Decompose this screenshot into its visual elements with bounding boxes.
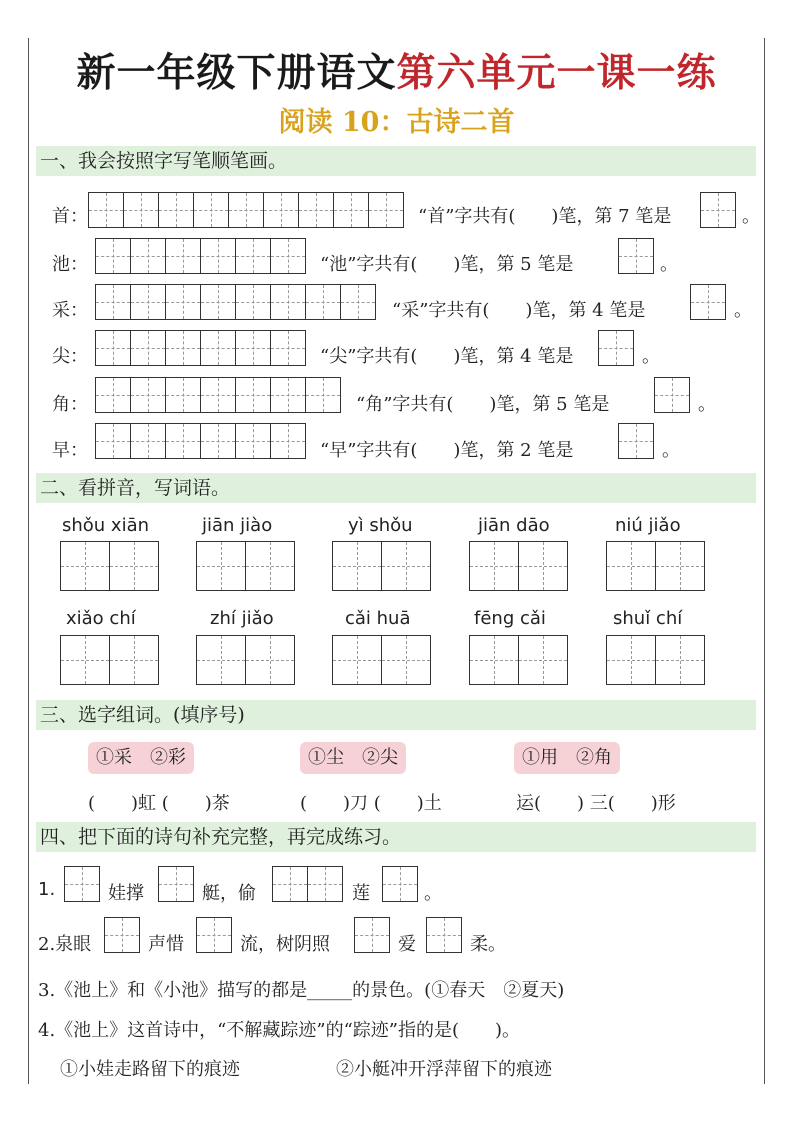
poem-blank-grid[interactable] — [158, 866, 193, 902]
poem-text: 声惜 — [148, 934, 184, 955]
right-margin-line — [764, 38, 765, 1084]
poem-text: 柔。 — [470, 934, 506, 955]
stroke-grid[interactable] — [95, 423, 305, 459]
writing-cell[interactable] — [368, 192, 404, 228]
poem-blank-grid[interactable] — [426, 917, 461, 953]
writing-cell[interactable] — [307, 866, 343, 902]
option-pill: ①采 ②彩 — [88, 742, 194, 774]
word-writing-grid[interactable] — [196, 635, 294, 685]
writing-cell[interactable] — [60, 541, 110, 591]
writing-cell[interactable] — [60, 635, 110, 685]
writing-cell[interactable] — [333, 192, 369, 228]
stroke-row-question: “尖”字共有( )笔，第 4 笔是 — [320, 346, 574, 367]
poem-text: 莲 — [352, 883, 370, 904]
writing-cell[interactable] — [165, 423, 201, 459]
writing-cell[interactable] — [235, 238, 271, 274]
stroke-row-question: “早”字共有( )笔，第 2 笔是 — [320, 440, 574, 461]
poem-text: 爱 — [398, 934, 416, 955]
section3-heading: 三、选字组词。(填序号) — [36, 700, 756, 730]
word-writing-grid[interactable] — [332, 635, 430, 685]
writing-cell[interactable] — [381, 541, 431, 591]
writing-cell[interactable] — [340, 284, 376, 320]
writing-cell[interactable] — [200, 330, 236, 366]
word-writing-grid[interactable] — [60, 541, 158, 591]
pinyin-label: cǎi huā — [345, 608, 411, 629]
pinyin-label: fēng cǎi — [474, 608, 546, 629]
stroke-answer-box[interactable] — [618, 423, 653, 459]
stroke-row-end: 。 — [642, 346, 660, 367]
word-writing-grid[interactable] — [332, 541, 430, 591]
writing-cell[interactable] — [618, 238, 654, 274]
poem-blank-grid[interactable] — [196, 917, 231, 953]
writing-cell[interactable] — [305, 284, 341, 320]
question-number: 1. — [38, 879, 56, 900]
writing-cell[interactable] — [130, 423, 166, 459]
poem-blank-grid[interactable] — [272, 866, 342, 902]
stroke-row-question: “角”字共有( )笔，第 5 笔是 — [356, 394, 610, 415]
writing-cell[interactable] — [263, 192, 299, 228]
stroke-row-end: 。 — [742, 206, 760, 227]
option-pill: ①尘 ②尖 — [300, 742, 406, 774]
writing-cell[interactable] — [426, 917, 462, 953]
stroke-grid[interactable] — [95, 377, 340, 413]
stroke-answer-box[interactable] — [654, 377, 689, 413]
writing-cell[interactable] — [606, 541, 656, 591]
writing-cell[interactable] — [130, 377, 166, 413]
stroke-row-question: “池”字共有( )笔，第 5 笔是 — [320, 254, 574, 275]
writing-cell[interactable] — [618, 423, 654, 459]
writing-cell[interactable] — [272, 866, 308, 902]
writing-cell[interactable] — [196, 917, 232, 953]
stroke-grid[interactable] — [95, 330, 305, 366]
writing-cell[interactable] — [235, 284, 271, 320]
question-4-option-2: ②小艇冲开浮萍留下的痕迹 — [336, 1059, 552, 1080]
word-writing-grid[interactable] — [469, 635, 567, 685]
writing-cell[interactable] — [518, 635, 568, 685]
stroke-row-label: 角： — [52, 394, 88, 415]
pinyin-label: shuǐ chí — [613, 608, 683, 629]
word-writing-grid[interactable] — [196, 541, 294, 591]
writing-cell[interactable] — [332, 541, 382, 591]
writing-cell[interactable] — [130, 284, 166, 320]
writing-cell[interactable] — [196, 635, 246, 685]
writing-cell[interactable] — [655, 635, 705, 685]
poem-text: 流，树阴照 — [240, 934, 330, 955]
writing-cell[interactable] — [88, 192, 124, 228]
writing-cell[interactable] — [270, 330, 306, 366]
pinyin-label: shǒu xiān — [62, 515, 150, 536]
writing-cell[interactable] — [270, 238, 306, 274]
stroke-grid[interactable] — [95, 284, 375, 320]
writing-cell[interactable] — [130, 238, 166, 274]
stroke-answer-box[interactable] — [690, 284, 725, 320]
writing-cell[interactable] — [228, 192, 264, 228]
writing-cell[interactable] — [354, 917, 390, 953]
writing-cell[interactable] — [270, 377, 306, 413]
writing-cell[interactable] — [245, 541, 295, 591]
writing-cell[interactable] — [95, 423, 131, 459]
stroke-row-end: 。 — [734, 300, 752, 321]
poem-text: 艇，偷 — [202, 883, 256, 904]
word-writing-grid[interactable] — [606, 635, 704, 685]
writing-cell[interactable] — [130, 330, 166, 366]
writing-cell[interactable] — [158, 866, 194, 902]
writing-cell[interactable] — [95, 330, 131, 366]
writing-cell[interactable] — [196, 541, 246, 591]
stroke-row-question: “采”字共有( )笔，第 4 笔是 — [392, 300, 646, 321]
stroke-row-end: 。 — [660, 254, 678, 275]
writing-cell[interactable] — [700, 192, 736, 228]
pinyin-label: xiǎo chí — [66, 608, 136, 629]
question-4-option-1: ①小娃走路留下的痕迹 — [60, 1059, 240, 1080]
stroke-grid[interactable] — [88, 192, 403, 228]
left-margin-line — [28, 38, 29, 1084]
pinyin-label: zhí jiǎo — [210, 608, 274, 629]
stroke-row-question: “首”字共有( )笔，第 7 笔是 — [418, 206, 672, 227]
stroke-row-label: 尖： — [52, 346, 88, 367]
writing-cell[interactable] — [200, 238, 236, 274]
writing-cell[interactable] — [235, 330, 271, 366]
title-part1: 新一年级下册语文 — [76, 50, 397, 96]
stroke-answer-box[interactable] — [700, 192, 735, 228]
stroke-row-label: 池： — [52, 254, 88, 275]
writing-cell[interactable] — [104, 917, 140, 953]
word-writing-grid[interactable] — [60, 635, 158, 685]
writing-cell[interactable] — [200, 423, 236, 459]
pinyin-label: jiān dāo — [478, 515, 550, 536]
poem-blank-grid[interactable] — [64, 866, 99, 902]
section2-heading: 二、看拼音，写词语。 — [36, 473, 756, 503]
section4-heading: 四、把下面的诗句补充完整，再完成练习。 — [36, 822, 756, 852]
writing-cell[interactable] — [518, 541, 568, 591]
writing-cell[interactable] — [165, 238, 201, 274]
writing-cell[interactable] — [165, 330, 201, 366]
writing-cell[interactable] — [381, 635, 431, 685]
fill-blank-line[interactable]: ( )虹 ( )茶 — [88, 793, 230, 814]
stroke-row-label: 早： — [52, 440, 88, 461]
writing-cell[interactable] — [270, 284, 306, 320]
page-title — [0, 42, 793, 98]
writing-cell[interactable] — [235, 423, 271, 459]
stroke-answer-box[interactable] — [598, 330, 633, 366]
writing-cell[interactable] — [200, 377, 236, 413]
stroke-row-end: 。 — [662, 440, 680, 461]
pinyin-label: yì shǒu — [348, 515, 413, 536]
writing-cell[interactable] — [109, 541, 159, 591]
writing-cell[interactable] — [64, 866, 100, 902]
writing-cell[interactable] — [598, 330, 634, 366]
pinyin-label: jiān jiào — [202, 515, 273, 536]
word-writing-grid[interactable] — [606, 541, 704, 591]
writing-cell[interactable] — [655, 541, 705, 591]
question-3: 3.《池上》和《小池》描写的都是_____的景色。(①春天 ②夏天) — [38, 980, 565, 1001]
writing-cell[interactable] — [606, 635, 656, 685]
stroke-grid[interactable] — [95, 238, 305, 274]
poem-text: 娃撑 — [108, 883, 144, 904]
poem-blank-grid[interactable] — [354, 917, 389, 953]
section1-heading: 一、我会按照字写笔顺笔画。 — [36, 146, 756, 176]
writing-cell[interactable] — [158, 192, 194, 228]
writing-cell[interactable] — [298, 192, 334, 228]
option-pill: ①用 ②角 — [514, 742, 620, 774]
writing-cell[interactable] — [193, 192, 229, 228]
writing-cell[interactable] — [165, 284, 201, 320]
writing-cell[interactable] — [95, 284, 131, 320]
question-4: 4.《池上》这首诗中，“不解藏踪迹”的“踪迹”指的是( )。 — [38, 1020, 521, 1041]
fill-blank-line[interactable]: ( )刀 ( )土 — [300, 793, 442, 814]
writing-cell[interactable] — [469, 635, 519, 685]
poem-blank-grid[interactable] — [104, 917, 139, 953]
writing-cell[interactable] — [235, 377, 271, 413]
stroke-answer-box[interactable] — [618, 238, 653, 274]
writing-cell[interactable] — [305, 377, 341, 413]
writing-cell[interactable] — [200, 284, 236, 320]
writing-cell[interactable] — [95, 238, 131, 274]
writing-cell[interactable] — [690, 284, 726, 320]
writing-cell[interactable] — [165, 377, 201, 413]
title-part2: 第六单元一课一练 — [396, 50, 717, 96]
writing-cell[interactable] — [123, 192, 159, 228]
stroke-row-end: 。 — [698, 394, 716, 415]
writing-cell[interactable] — [654, 377, 690, 413]
stroke-row-label: 采： — [52, 300, 88, 321]
writing-cell[interactable] — [469, 541, 519, 591]
poem-text: 2.泉眼 — [38, 934, 92, 955]
poem-blank-grid[interactable] — [382, 866, 417, 902]
poem-text: 。 — [424, 883, 442, 904]
stroke-row-label: 首： — [52, 206, 88, 227]
writing-cell[interactable] — [109, 635, 159, 685]
writing-cell[interactable] — [270, 423, 306, 459]
page-subtitle: 阅读 10：古诗二首 — [278, 107, 515, 138]
writing-cell[interactable] — [245, 635, 295, 685]
writing-cell[interactable] — [95, 377, 131, 413]
writing-cell[interactable] — [382, 866, 418, 902]
fill-blank-line[interactable]: 运( ) 三( )形 — [516, 793, 676, 814]
pinyin-label: niú jiǎo — [615, 515, 681, 536]
writing-cell[interactable] — [332, 635, 382, 685]
word-writing-grid[interactable] — [469, 541, 567, 591]
